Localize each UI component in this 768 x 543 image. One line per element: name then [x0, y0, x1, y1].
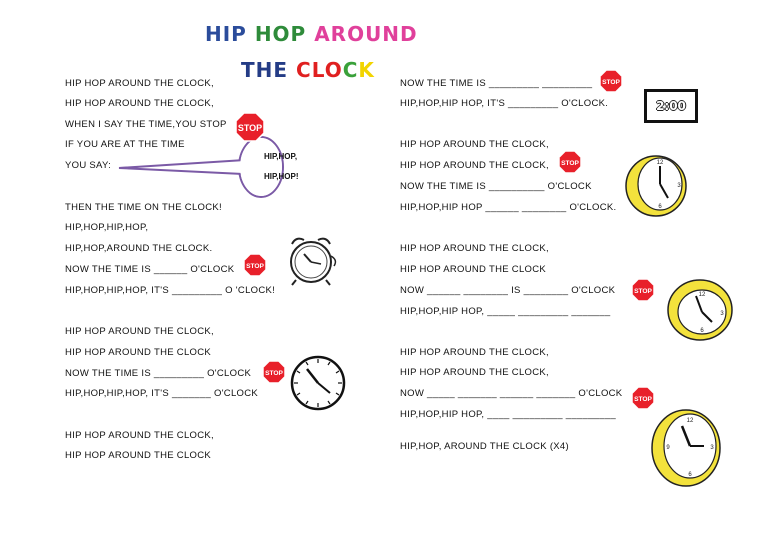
svg-text:3: 3 [677, 183, 681, 189]
stop-sign-icon [559, 151, 581, 173]
title-word: HIP [205, 22, 255, 46]
stop-label: STOP [265, 369, 283, 377]
lyric-line: HIP HOP AROUND THE CLOCK, [400, 243, 549, 254]
stop-label: STOP [246, 262, 264, 270]
lyric-line: HIP HOP AROUND THE CLOCK, [65, 78, 214, 89]
lyric-line: NOW THE TIME IS ______ O'CLOCK [65, 264, 235, 275]
title-word: C [342, 58, 359, 82]
stop-sign-icon [632, 279, 654, 301]
svg-text:6: 6 [688, 472, 692, 478]
stop-label: STOP [634, 395, 652, 403]
title-line-2 [241, 58, 375, 82]
lyric-line: HIP HOP AROUND THE CLOCK, [400, 367, 549, 378]
yellow-clock-icon [664, 272, 736, 344]
stop-sign-icon [263, 361, 285, 383]
lyric-line: IF YOU ARE AT THE TIME [65, 139, 185, 150]
svg-text:12: 12 [656, 160, 664, 166]
svg-text:9: 9 [666, 445, 670, 451]
alarm-clock-icon [282, 234, 340, 286]
speech-bubble [115, 134, 285, 204]
lyric-line: HIP,HOP,HIP HOP, IT'S _________ O'CLOCK. [400, 98, 609, 109]
stop-sign-icon [235, 112, 265, 142]
lyric-line: NOW _____ _______ ______ _______ O'CLOCK [400, 388, 623, 399]
lyric-line: HIP,HOP, AROUND THE CLOCK (X4) [400, 441, 569, 452]
lyric-line: HIP,HOP,HIP HOP, _____ _________ _______ [400, 306, 611, 317]
yellow-clock-icon [648, 404, 726, 492]
title-line-1 [205, 22, 418, 46]
svg-text:6: 6 [700, 328, 704, 334]
lyric-line: HIP HOP AROUND THE CLOCK [400, 264, 547, 275]
lyric-line: NOW THE TIME IS __________ O'CLOCK [400, 181, 592, 192]
lyric-line: HIP HOP AROUND THE CLOCK, [400, 160, 549, 171]
stop-label: STOP [602, 78, 620, 86]
lyric-line: HIP,HOP,AROUND THE CLOCK. [65, 243, 213, 254]
stop-sign-icon [244, 254, 266, 276]
lyric-line: HIP HOP AROUND THE CLOCK, [65, 98, 214, 109]
lyric-line: HIP HOP AROUND THE CLOCK, [65, 430, 214, 441]
svg-text:6: 6 [658, 204, 662, 210]
stop-label: STOP [561, 159, 579, 167]
title-word: THE [241, 58, 297, 82]
svg-text:12: 12 [698, 292, 706, 298]
lyric-line: HIP,HOP,HIP HOP, ____ _________ _________ [400, 409, 617, 420]
title-word: K [358, 58, 375, 82]
stop-label: STOP [237, 123, 263, 133]
svg-text:12: 12 [686, 418, 694, 424]
wall-clock-icon [290, 355, 346, 411]
lyric-line: WHEN I SAY THE TIME,YOU STOP [65, 119, 227, 130]
lyric-line: NOW THE TIME IS _________ _________ [400, 78, 593, 89]
lyric-line: NOW THE TIME IS _________ O'CLOCK [65, 368, 252, 379]
bubble-text-1: HIP,HOP, [264, 152, 298, 161]
svg-text:3: 3 [710, 445, 714, 451]
lyric-line: HIP HOP AROUND THE CLOCK [65, 347, 212, 358]
lyric-line: THEN THE TIME ON THE CLOCK! [65, 202, 222, 213]
stop-label: STOP [634, 287, 652, 295]
stop-sign-icon [600, 70, 622, 92]
lyric-line: NOW ______ ________ IS ________ O'CLOCK [400, 285, 616, 296]
lyric-line: HIP HOP AROUND THE CLOCK, [400, 347, 549, 358]
yellow-clock-icon [624, 150, 688, 218]
title-word: HOP [254, 22, 315, 46]
lyric-line: HIP HOP AROUND THE CLOCK, [65, 326, 214, 337]
bubble-text-2: HIP,HOP! [264, 172, 299, 181]
digital-clock: 2:00 [644, 89, 698, 123]
title-word: CLO [296, 58, 343, 82]
lyric-line: YOU SAY: [65, 160, 112, 171]
lyric-line: HIP,HOP,HIP,HOP, IT'S _________ O 'CLOCK! [65, 285, 276, 296]
lyric-line: HIP HOP AROUND THE CLOCK [65, 450, 212, 461]
lyric-line: HIP,HOP,HIP,HOP, IT'S _______ O'CLOCK [65, 388, 259, 399]
lyric-line: HIP,HOP,HIP HOP ______ ________ O'CLOCK. [400, 202, 617, 213]
lyric-line: HIP HOP AROUND THE CLOCK, [400, 139, 549, 150]
svg-text:3: 3 [720, 311, 724, 317]
title-word: AROUND [314, 22, 418, 46]
lyric-line: HIP,HOP,HIP,HOP, [65, 222, 149, 233]
